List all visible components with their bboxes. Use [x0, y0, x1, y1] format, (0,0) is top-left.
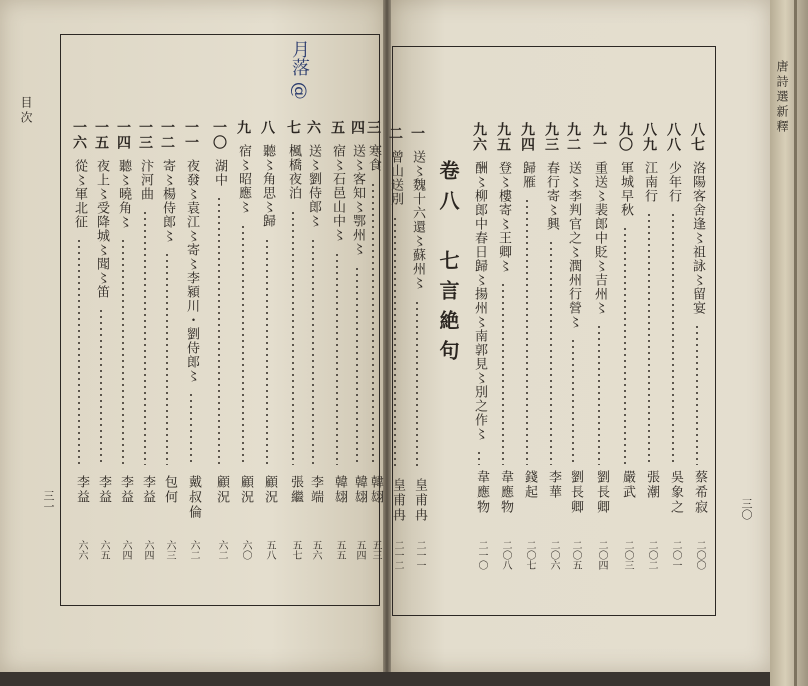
toc-entry	[520, 122, 534, 189]
entry-title: 宿〻石邑山中〻	[330, 139, 345, 243]
entry-number: 九四	[519, 122, 535, 152]
entry-title: 從〻軍北征	[72, 154, 87, 230]
entry-number: 九六	[471, 122, 487, 152]
entry-number: 一三	[137, 120, 153, 150]
leader-dots	[478, 450, 480, 465]
entry-page-number: 六四	[142, 540, 153, 560]
leader-dots	[394, 216, 396, 470]
entry-author: 嚴武	[620, 470, 635, 500]
toc-entry	[260, 120, 274, 228]
entry-page-number: 二〇四	[596, 540, 607, 570]
entry-author: 韓翃	[368, 475, 383, 505]
leader-dots	[372, 182, 374, 465]
leader-dots	[242, 224, 244, 465]
entry-page-number: 二〇五	[570, 540, 581, 570]
entry-number: 一二	[159, 120, 175, 150]
leader-dots	[266, 238, 268, 465]
entry-title: 登〻樓寄〻王卿〻	[496, 156, 511, 274]
toc-entry	[592, 122, 606, 315]
page-edge-stripe	[794, 0, 797, 686]
leader-dots	[78, 238, 80, 465]
toc-entry	[236, 120, 250, 214]
entry-page-number: 二〇〇	[694, 540, 705, 570]
entry-title: 送〻李判官之〻潤州行營〻	[566, 156, 581, 330]
entry-author: 李華	[546, 470, 561, 500]
toc-entry	[618, 122, 632, 217]
entry-title: 軍城早秋	[618, 156, 633, 218]
entry-title: 湖中	[212, 154, 227, 188]
entry-number: 七	[285, 120, 301, 135]
leader-dots	[502, 282, 504, 465]
entry-title: 汴河曲	[138, 154, 153, 202]
leader-dots	[648, 212, 650, 465]
toc-entry	[212, 120, 226, 187]
entry-author: 皇甫冉	[390, 478, 405, 523]
entry-number: 一〇	[211, 120, 227, 150]
entry-page-number: 六二	[188, 540, 199, 560]
entry-page-number: 二一二	[392, 540, 403, 570]
toc-entry	[116, 120, 130, 229]
entry-page-number: 五五	[334, 540, 345, 560]
toc-entry	[690, 122, 704, 315]
leader-dots	[312, 238, 314, 465]
toc-entry	[72, 120, 86, 229]
entry-author: 韋應物	[498, 470, 513, 515]
toc-entry	[286, 120, 300, 200]
entry-author: 吳象之	[668, 470, 683, 515]
entry-author: 李端	[308, 475, 323, 505]
leader-dots	[356, 266, 358, 465]
entry-number: 八七	[689, 122, 705, 152]
toc-entry	[350, 120, 364, 256]
entry-number: 八八	[665, 122, 681, 152]
entry-author: 劉長卿	[568, 470, 583, 515]
entry-page-number: 五三	[370, 540, 381, 560]
entry-page-number: 二〇六	[548, 540, 559, 570]
entry-author: 李益	[96, 475, 111, 505]
entry-page-number: 二一〇	[476, 540, 487, 570]
entry-number: 二	[387, 126, 403, 141]
entry-author: 韋應物	[474, 470, 489, 515]
entry-page-number: 六〇	[240, 540, 251, 560]
entry-page-number: 六二	[216, 540, 227, 560]
leader-dots	[526, 198, 528, 465]
entry-author: 李益	[118, 475, 133, 505]
entry-author: 包何	[162, 475, 177, 505]
toc-entry	[666, 122, 680, 203]
leader-dots	[144, 210, 146, 465]
leader-dots	[672, 212, 674, 465]
entry-page-number: 五七	[290, 540, 301, 560]
toc-entry	[160, 120, 174, 243]
toc-entry	[566, 122, 580, 329]
entry-author: 韓翃	[332, 475, 347, 505]
entry-number: 八九	[641, 122, 657, 152]
entry-title: 宿〻昭應〻	[236, 139, 251, 215]
entry-number: 一五	[93, 120, 109, 150]
entry-page-number: 二〇一	[670, 540, 681, 570]
toc-entry	[306, 120, 320, 228]
entry-title: 送〻劉侍郎〻	[306, 139, 321, 229]
entry-title: 洛陽客舍逢〻祖詠〻留宴	[690, 156, 705, 316]
entry-number: 一一	[183, 120, 199, 150]
entry-author: 李益	[140, 475, 155, 505]
entry-number: 六	[305, 120, 321, 135]
toc-entry	[366, 120, 380, 172]
book-gutter	[383, 0, 391, 672]
entry-author: 蔡希寂	[692, 470, 707, 515]
entry-author: 錢起	[522, 470, 537, 500]
entry-page-number: 五六	[310, 540, 321, 560]
entry-number: 八	[259, 120, 275, 135]
toc-entry	[138, 120, 152, 201]
toc-entry	[184, 120, 198, 383]
toc-entry	[472, 122, 486, 441]
right-running-head: 唐詩選新釋	[775, 60, 789, 135]
leader-dots	[100, 308, 102, 465]
entry-author: 顧況	[214, 475, 229, 505]
entry-title: 聽〻角思〻歸	[260, 139, 275, 229]
entry-page-number: 二一一	[414, 540, 425, 570]
entry-author: 李益	[74, 475, 89, 505]
entry-number: 一	[409, 126, 425, 141]
entry-title: 送〻客知〻鄂州〻	[350, 139, 365, 257]
entry-title: 寄〻楊侍郎〻	[160, 154, 175, 244]
entry-title: 送〻魏十六還〻蘇州〻	[410, 145, 425, 291]
entry-title: 曾山送別	[388, 145, 403, 207]
entry-title: 少年行	[666, 156, 681, 204]
volume-heading: 卷八 七言絶句	[436, 160, 460, 370]
entry-author: 戴叔倫	[186, 475, 201, 520]
toc-entry	[94, 120, 108, 299]
leader-dots	[218, 196, 220, 465]
entry-title: 楓橋夜泊	[286, 139, 301, 201]
leader-dots	[572, 338, 574, 465]
entry-title: 重送〻裴郎中貶〻吉州〻	[592, 156, 607, 316]
entry-page-number: 二〇二	[646, 540, 657, 570]
entry-title: 夜發〻袁江〻寄〻李潁川・劉侍郎〻	[184, 154, 199, 384]
entry-author: 皇甫冉	[412, 478, 427, 523]
entry-number: 九三	[543, 122, 559, 152]
entry-page-number: 五八	[264, 540, 275, 560]
entry-page-number: 六四	[120, 540, 131, 560]
entry-title: 聽〻曉角〻	[116, 154, 131, 230]
entry-title: 江南行	[642, 156, 657, 204]
leader-dots	[166, 252, 168, 465]
entry-number: 九五	[495, 122, 511, 152]
entry-author: 韓翃	[352, 475, 367, 505]
entry-number: 一六	[71, 120, 87, 150]
entry-number: 九一	[591, 122, 607, 152]
entry-title: 歸雁	[520, 156, 535, 190]
entry-author: 顧況	[238, 475, 253, 505]
leader-dots	[292, 210, 294, 465]
toc-entry	[330, 120, 344, 242]
entry-number: 一四	[115, 120, 131, 150]
toc-entry	[496, 122, 510, 273]
entry-page-number: 二〇七	[524, 540, 535, 570]
entry-author: 劉長卿	[594, 470, 609, 515]
entry-page-number: 六五	[98, 540, 109, 560]
entry-author: 張潮	[644, 470, 659, 500]
entry-page-number: 二〇三	[622, 540, 633, 570]
entry-number: 四	[349, 120, 365, 135]
leader-dots	[624, 226, 626, 465]
leader-dots	[696, 324, 698, 465]
entry-number: 九	[235, 120, 251, 135]
entry-title: 寒食	[366, 139, 381, 173]
leader-dots	[598, 324, 600, 465]
entry-title: 酬〻柳郎中春日歸〻揚州〻南郭見〻別之作〻	[472, 156, 487, 442]
entry-title: 春行寄〻興	[544, 156, 559, 232]
leader-dots	[122, 238, 124, 465]
toc-entry	[388, 126, 402, 206]
entry-author: 顧況	[262, 475, 277, 505]
entry-number: 三	[365, 120, 381, 135]
entry-page-number: 五四	[354, 540, 365, 560]
entry-number: 五	[329, 120, 345, 135]
toc-entry	[642, 122, 656, 203]
leader-dots	[336, 252, 338, 465]
leader-dots	[190, 392, 192, 465]
entry-page-number: 六三	[164, 540, 175, 560]
entry-title: 夜上〻受降城〻聞〻笛	[94, 154, 109, 300]
entry-page-number: 二〇八	[500, 540, 511, 570]
toc-entry	[544, 122, 558, 231]
handwritten-note: 月落 @	[289, 40, 310, 100]
entry-page-number: 六六	[76, 540, 87, 560]
entry-number: 九二	[565, 122, 581, 152]
leader-dots	[416, 300, 418, 470]
toc-entry	[410, 126, 424, 290]
leader-dots	[550, 240, 552, 465]
right-folio: 三〇	[740, 498, 753, 520]
left-running-head: 目次	[19, 96, 33, 126]
entry-number: 九〇	[617, 122, 633, 152]
entry-author: 張繼	[288, 475, 303, 505]
left-folio: 三一	[42, 490, 55, 512]
